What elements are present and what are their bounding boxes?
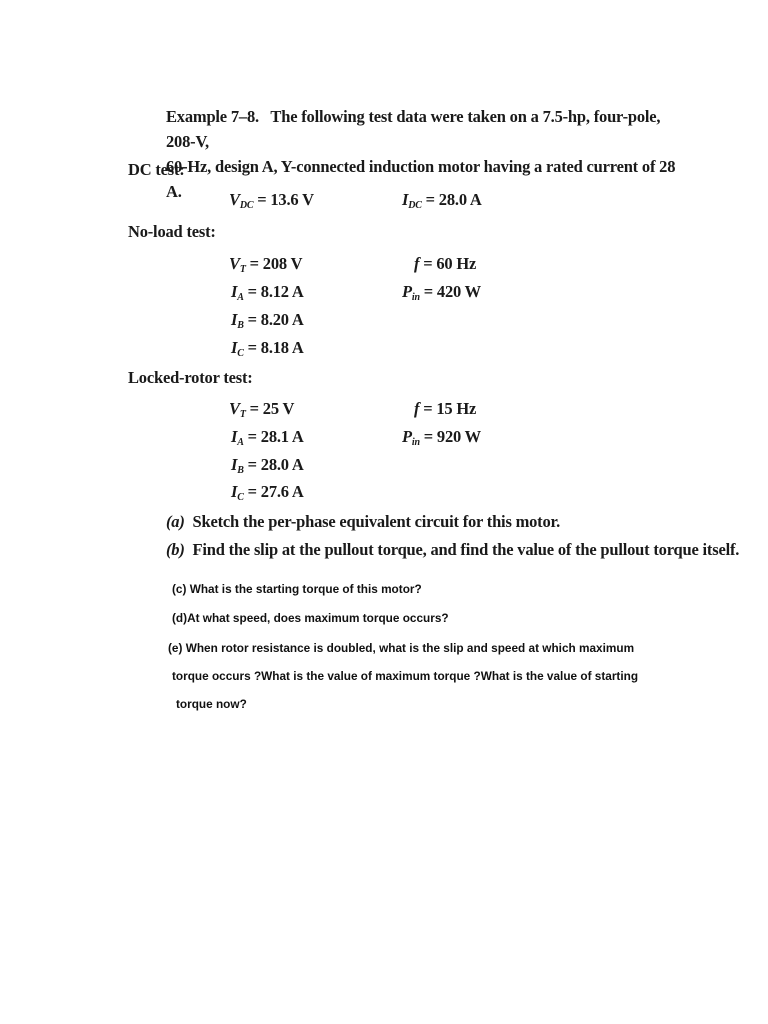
no-load-ia-subscript: A: [237, 292, 244, 303]
dc-voltage-subscript: DC: [239, 200, 254, 211]
no-load-vt-symbol: V: [229, 254, 240, 273]
no-load-ic-symbol: I: [231, 338, 238, 357]
locked-vt-symbol: V: [229, 399, 240, 418]
locked-rotor-current-a: [231, 427, 304, 448]
no-load-test-heading: No-load test:: [128, 222, 216, 241]
no-load-ic-value: = 8.18 A: [247, 338, 304, 357]
locked-ia-value: = 28.1 A: [247, 427, 304, 446]
no-load-f-value: = 60 Hz: [423, 254, 477, 273]
example-label: Example 7–8.: [166, 107, 259, 126]
no-load-terminal-voltage: [229, 254, 302, 275]
locked-f-symbol: f: [414, 399, 420, 418]
no-load-vt-subscript: T: [239, 264, 246, 275]
locked-rotor-current-c: [231, 482, 304, 503]
intro-line-2: 60-Hz, design A, Y-connected induction motor having a rated current of 28 A.: [166, 157, 676, 201]
question-c: (c) What is the starting torque of this motor?: [172, 582, 422, 596]
no-load-f-symbol: f: [414, 254, 420, 273]
locked-ib-symbol: I: [231, 455, 238, 474]
locked-ia-subscript: A: [237, 437, 244, 448]
no-load-p-subscript: in: [411, 292, 420, 303]
no-load-input-power: [402, 282, 481, 303]
no-load-ib-value: = 8.20 A: [247, 310, 304, 329]
locked-ib-value: = 28.0 A: [247, 455, 304, 474]
locked-rotor-input-power: [402, 427, 481, 448]
no-load-ic-subscript: C: [237, 348, 244, 359]
no-load-ia-symbol: I: [231, 282, 238, 301]
no-load-p-value: = 420 W: [423, 282, 481, 301]
locked-rotor-frequency: [414, 399, 476, 419]
locked-f-value: = 15 Hz: [423, 399, 477, 418]
dc-current-symbol: I: [402, 190, 409, 209]
locked-p-symbol: P: [402, 427, 412, 446]
no-load-ib-symbol: I: [231, 310, 238, 329]
no-load-current-b: [231, 310, 304, 331]
locked-ic-subscript: C: [237, 492, 244, 503]
no-load-frequency: [414, 254, 476, 274]
question-b-label: (b): [166, 540, 185, 559]
locked-rotor-test-heading: Locked-rotor test:: [128, 368, 253, 387]
question-e-line-3: torque now?: [176, 697, 247, 711]
locked-ic-value: = 27.6 A: [247, 482, 304, 501]
locked-ic-symbol: I: [231, 482, 238, 501]
no-load-ib-subscript: B: [237, 320, 244, 331]
no-load-vt-value: = 208 V: [249, 254, 303, 273]
dc-voltage-value: = 13.6 V: [257, 190, 314, 209]
question-b: [166, 540, 739, 560]
locked-vt-subscript: T: [239, 409, 246, 420]
dc-current-value: = 28.0 A: [425, 190, 482, 209]
dc-voltage: [229, 190, 314, 211]
question-e-line-2: torque occurs ?What is the value of maximum torque ?What is the value of starting: [172, 669, 639, 683]
intro-line-1: The following test data were taken on a 7.5-hp, four-pole, 208-V,: [166, 107, 661, 151]
question-b-text: Find the slip at the pullout torque, and find the value of the pullout torque itself.: [192, 540, 740, 559]
dc-voltage-symbol: V: [229, 190, 240, 209]
problem-statement: [166, 104, 686, 204]
locked-p-subscript: in: [411, 437, 420, 448]
locked-p-value: = 920 W: [423, 427, 481, 446]
dc-test-heading: DC test:: [128, 160, 185, 179]
dc-current: [402, 190, 482, 211]
locked-rotor-terminal-voltage: [229, 399, 294, 420]
no-load-ia-value: = 8.12 A: [247, 282, 304, 301]
no-load-current-a: [231, 282, 304, 303]
no-load-p-symbol: P: [402, 282, 412, 301]
question-a-text: Sketch the per-phase equivalent circuit for this motor.: [192, 512, 561, 531]
question-e-line-1: (e) When rotor resistance is doubled, what is the slip and speed at which maximum: [168, 641, 635, 655]
dc-current-subscript: DC: [408, 200, 422, 211]
locked-ia-symbol: I: [231, 427, 238, 446]
no-load-current-c: [231, 338, 304, 359]
locked-rotor-current-b: [231, 455, 304, 476]
question-d: (d)At what speed, does maximum torque occurs?: [172, 611, 449, 625]
locked-ib-subscript: B: [237, 465, 244, 476]
question-a: [166, 512, 560, 532]
locked-vt-value: = 25 V: [249, 399, 295, 418]
question-a-label: (a): [166, 512, 185, 531]
